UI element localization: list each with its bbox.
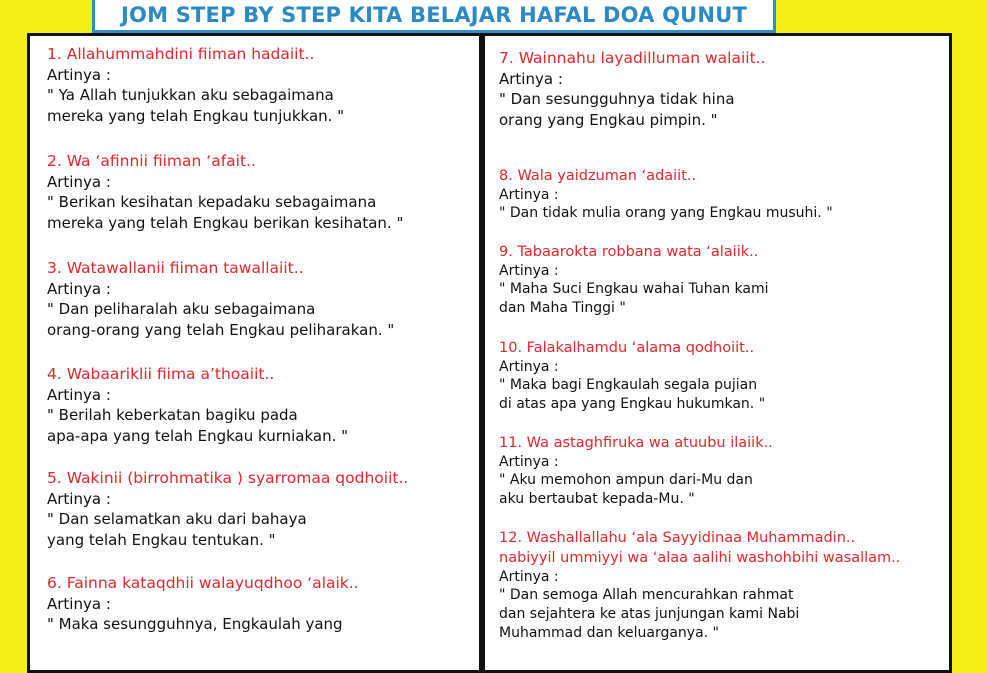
doa-item-meaning-line: yang telah Engkau tentukan. " bbox=[47, 530, 276, 549]
doa-item-title-continued: nabiyyil ummiyyi wa ‘alaa aalihi washohbihi wasallam.. bbox=[499, 550, 901, 566]
doa-item-9 bbox=[499, 242, 768, 318]
doa-item-meaning-line: " Aku memohon ampun dari-Mu dan bbox=[499, 472, 753, 488]
doa-item-title: 12. Washallallahu ‘ala Sayyidinaa Muhammadin.. bbox=[499, 530, 856, 546]
doa-item-meaning-line: " Maka sesungguhnya, Engkaulah yang bbox=[47, 615, 343, 633]
doa-item-meaning-line: Muhammad dan keluarganya. " bbox=[499, 625, 720, 641]
doa-item-7 bbox=[499, 48, 766, 130]
doa-item-meaning-line: orang-orang yang telah Engkau peliharakan. " bbox=[47, 320, 395, 339]
doa-item-meaning-line: " Dan tidak mulia orang yang Engkau musuhi. " bbox=[499, 205, 833, 221]
doa-item-label: Artinya : bbox=[47, 66, 111, 84]
doa-item-label: Artinya : bbox=[47, 173, 111, 191]
doa-item-meaning-line: orang yang Engkau pimpin. " bbox=[499, 110, 718, 129]
doa-item-title: 3. Watawallanii fiiman tawallaiit.. bbox=[47, 259, 304, 277]
doa-item-title: 2. Wa ‘afinnii fiiman ‘afait.. bbox=[47, 152, 256, 170]
doa-item-meaning-line: " Berilah keberkatan bagiku pada bbox=[47, 406, 298, 424]
doa-item-5 bbox=[47, 468, 408, 550]
doa-item-meaning-line: dan Maha Tinggi " bbox=[499, 300, 626, 316]
doa-item-title: 10. Falakalhamdu ‘alama qodhoiit.. bbox=[499, 340, 755, 356]
doa-item-12 bbox=[499, 528, 900, 643]
doa-item-meaning-line: apa-apa yang telah Engkau kurniakan. " bbox=[47, 426, 349, 445]
doa-item-title: 1. Allahummahdini fiiman hadaiit.. bbox=[47, 45, 315, 63]
doa-item-meaning-line: mereka yang telah Engkau tunjukkan. " bbox=[47, 106, 345, 125]
doa-item-8 bbox=[499, 166, 833, 223]
doa-item-2 bbox=[47, 151, 403, 233]
doa-item-title: 5. Wakinii (birrohmatika ) syarromaa qodhoiit.. bbox=[47, 469, 409, 487]
doa-item-label: Artinya : bbox=[499, 187, 559, 203]
doa-item-10 bbox=[499, 338, 765, 414]
doa-item-1 bbox=[47, 44, 344, 126]
doa-item-meaning-line: " Maka bagi Engkaulah segala pujian bbox=[499, 377, 758, 393]
doa-item-label: Artinya : bbox=[499, 454, 559, 470]
page-title: JOM STEP BY STEP KITA BELAJAR HAFAL DOA QUNUT bbox=[92, 0, 776, 33]
doa-item-label: Artinya : bbox=[499, 359, 559, 375]
doa-item-title: 8. Wala yaidzuman ‘adaiit.. bbox=[499, 168, 697, 184]
doa-item-4 bbox=[47, 364, 348, 446]
doa-item-label: Artinya : bbox=[499, 70, 563, 88]
doa-item-label: Artinya : bbox=[499, 263, 559, 279]
left-column bbox=[27, 33, 482, 673]
doa-item-meaning-line: dan sejahtera ke atas junjungan kami Nabi bbox=[499, 606, 800, 622]
doa-item-meaning-line: " Dan peliharalah aku sebagaimana bbox=[47, 300, 316, 318]
doa-item-meaning-line: aku bertaubat kepada-Mu. " bbox=[499, 491, 695, 507]
doa-item-label: Artinya : bbox=[499, 569, 559, 585]
doa-item-label: Artinya : bbox=[47, 386, 111, 404]
doa-item-meaning-line: " Berikan kesihatan kepadaku sebagaimana bbox=[47, 193, 377, 211]
doa-item-meaning-line: di atas apa yang Engkau hukumkan. " bbox=[499, 396, 766, 412]
doa-item-title: 7. Wainnahu layadilluman walaiit.. bbox=[499, 49, 766, 67]
doa-item-label: Artinya : bbox=[47, 280, 111, 298]
doa-item-meaning-line: " Ya Allah tunjukkan aku sebagaimana bbox=[47, 86, 334, 104]
doa-item-6 bbox=[47, 573, 359, 635]
doa-item-meaning-line: " Dan sesungguhnya tidak hina bbox=[499, 90, 735, 108]
doa-item-title: 9. Tabaarokta robbana wata ‘alaiik.. bbox=[499, 244, 759, 260]
doa-item-label: Artinya : bbox=[47, 490, 111, 508]
doa-item-title: 11. Wa astaghfiruka wa atuubu ilaiik.. bbox=[499, 435, 773, 451]
doa-item-title: 4. Wabaariklii fiima a’thoaiit.. bbox=[47, 365, 275, 383]
doa-item-meaning-line: " Maha Suci Engkau wahai Tuhan kami bbox=[499, 281, 769, 297]
doa-item-11 bbox=[499, 433, 773, 509]
doa-item-meaning-line: " Dan selamatkan aku dari bahaya bbox=[47, 510, 307, 528]
doa-item-meaning-line: mereka yang telah Engkau berikan kesihatan. " bbox=[47, 213, 404, 232]
doa-item-meaning-line: " Dan semoga Allah mencurahkan rahmat bbox=[499, 587, 794, 603]
doa-item-label: Artinya : bbox=[47, 595, 111, 613]
doa-item-3 bbox=[47, 258, 394, 340]
doa-item-title: 6. Fainna kataqdhii walayuqdhoo ‘alaik.. bbox=[47, 574, 359, 592]
right-column bbox=[482, 33, 952, 673]
